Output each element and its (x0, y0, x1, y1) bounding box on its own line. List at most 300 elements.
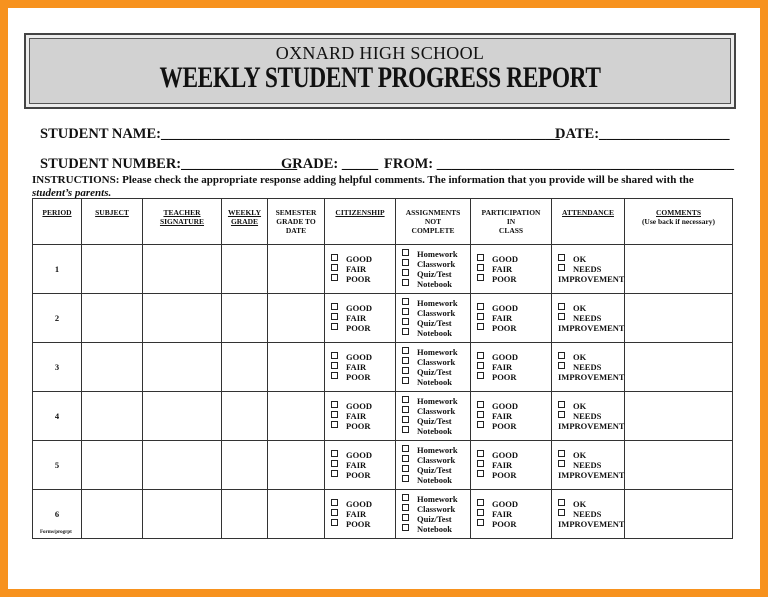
cell-assignments[interactable] (396, 392, 471, 441)
cell-attendance[interactable] (552, 441, 625, 490)
checkbox-icon[interactable] (402, 514, 409, 521)
checkbox-label: OK (573, 254, 587, 264)
checkbox-option[interactable] (402, 524, 470, 534)
checkbox-icon[interactable] (402, 406, 409, 413)
cell-comments[interactable] (625, 441, 733, 490)
progress-table (32, 198, 733, 539)
cell-assignments[interactable] (396, 294, 471, 343)
cell-subject[interactable] (82, 392, 143, 441)
checkbox-icon[interactable] (477, 411, 484, 418)
checkbox-label: POOR (492, 323, 517, 333)
cell-citizenship[interactable] (325, 392, 396, 441)
checkbox-label: Classwork (417, 357, 456, 367)
checkbox-option[interactable] (558, 362, 624, 372)
checkbox-option[interactable] (331, 264, 395, 274)
cell-semester-grade[interactable] (268, 392, 325, 441)
checkbox-option[interactable] (477, 254, 551, 264)
checkbox-option[interactable] (402, 357, 470, 367)
checkbox-icon[interactable] (402, 396, 409, 403)
column-header-line: SUBJECT (95, 208, 129, 217)
checkbox-label: NEEDS (573, 264, 602, 274)
cell-subject[interactable] (82, 343, 143, 392)
checkbox-icon[interactable] (558, 450, 565, 457)
column-header-semester-grade (268, 199, 325, 245)
checkbox-label: GOOD (346, 303, 372, 313)
checkbox-icon[interactable] (477, 362, 484, 369)
checkbox-icon[interactable] (331, 303, 338, 310)
cell-semester-grade[interactable] (268, 490, 325, 539)
checkbox-option[interactable] (331, 411, 395, 421)
checkbox-option[interactable] (331, 372, 395, 382)
cell-weekly-grade[interactable] (222, 343, 268, 392)
table-row (33, 392, 733, 441)
checkbox-option[interactable] (477, 372, 551, 382)
form-code: Forms/progrpt (40, 530, 72, 535)
checkbox-option[interactable] (402, 308, 470, 318)
cell-attendance[interactable] (552, 392, 625, 441)
participation-options (471, 499, 551, 529)
checkbox-option[interactable] (477, 264, 551, 274)
checkbox-icon[interactable] (331, 274, 338, 281)
checkbox-label: FAIR (492, 313, 513, 323)
checkbox-icon[interactable] (331, 421, 338, 428)
checkbox-icon[interactable] (477, 509, 484, 516)
checkbox-icon[interactable] (331, 352, 338, 359)
checkbox-option[interactable] (477, 411, 551, 421)
checkbox-icon[interactable] (477, 372, 484, 379)
checkbox-label: FAIR (492, 460, 513, 470)
checkbox-option[interactable] (402, 455, 470, 465)
checkbox-option[interactable] (477, 274, 551, 284)
checkbox-option[interactable] (477, 362, 551, 372)
checkbox-icon[interactable] (331, 313, 338, 320)
student-number-field[interactable]: STUDENT NUMBER:________________ (40, 156, 298, 172)
cell-citizenship[interactable] (325, 343, 396, 392)
assignment-options (396, 445, 470, 485)
checkbox-option[interactable] (331, 323, 395, 333)
table-header-row (33, 199, 733, 245)
column-header-line: (Use back if necessary) (641, 217, 716, 226)
date-field[interactable]: DATE:__________________ (555, 126, 730, 142)
cell-comments[interactable] (625, 245, 733, 294)
checkbox-label: POOR (492, 470, 517, 480)
checkbox-icon[interactable] (331, 470, 338, 477)
checkbox-option[interactable] (477, 313, 551, 323)
checkbox-label: GOOD (346, 450, 372, 460)
cell-teacher-signature[interactable] (143, 343, 222, 392)
checkbox-icon[interactable] (331, 460, 338, 467)
table-row (33, 294, 733, 343)
cell-teacher-signature[interactable] (143, 490, 222, 539)
cell-participation[interactable] (471, 245, 552, 294)
checkbox-option[interactable] (331, 519, 395, 529)
table-row (33, 245, 733, 294)
checkbox-label: Classwork (417, 455, 456, 465)
checkbox-icon[interactable] (402, 259, 409, 266)
checkbox-icon[interactable] (477, 274, 484, 281)
column-header-weekly-grade (222, 199, 268, 245)
checkbox-label: POOR (492, 519, 517, 529)
column-header-line: NOT (424, 217, 442, 226)
checkbox-icon[interactable] (402, 347, 409, 354)
cell-weekly-grade[interactable] (222, 490, 268, 539)
cell-attendance[interactable] (552, 490, 625, 539)
checkbox-option[interactable] (402, 406, 470, 416)
checkbox-option[interactable] (402, 514, 470, 524)
checkbox-option[interactable] (477, 450, 551, 460)
cell-weekly-grade[interactable] (222, 441, 268, 490)
cell-comments[interactable] (625, 294, 733, 343)
cell-comments[interactable] (625, 490, 733, 539)
checkbox-icon[interactable] (331, 519, 338, 526)
checkbox-icon[interactable] (402, 279, 409, 286)
cell-citizenship[interactable] (325, 441, 396, 490)
checkbox-option[interactable] (477, 460, 551, 470)
cell-participation[interactable] (471, 294, 552, 343)
checkbox-option[interactable] (477, 323, 551, 333)
report-title: WEEKLY STUDENT PROGRESS REPORT (159, 61, 601, 94)
checkbox-icon[interactable] (477, 303, 484, 310)
cell-assignments[interactable] (396, 343, 471, 392)
checkbox-icon[interactable] (558, 362, 565, 369)
instructions (32, 174, 732, 200)
cell-citizenship[interactable] (325, 294, 396, 343)
cell-comments[interactable] (625, 343, 733, 392)
column-header-line: SEMESTER (275, 208, 317, 217)
cell-subject[interactable] (82, 441, 143, 490)
cell-period: 1 (33, 245, 82, 294)
checkbox-icon[interactable] (402, 367, 409, 374)
cell-semester-grade[interactable] (268, 294, 325, 343)
checkbox-option[interactable] (402, 426, 470, 436)
checkbox-icon[interactable] (477, 450, 484, 457)
checkbox-option[interactable] (331, 274, 395, 284)
citizenship-options (325, 450, 395, 480)
cell-attendance[interactable] (552, 294, 625, 343)
checkbox-option[interactable] (402, 249, 470, 259)
cell-period: 2 (33, 294, 82, 343)
checkbox-icon[interactable] (402, 357, 409, 364)
checkbox-icon[interactable] (402, 269, 409, 276)
checkbox-option[interactable] (558, 411, 624, 421)
column-header-line: CITIZENSHIP (335, 208, 385, 217)
checkbox-label: POOR (346, 421, 371, 431)
cell-subject[interactable] (82, 490, 143, 539)
report-header-panel (29, 38, 731, 104)
checkbox-label: GOOD (492, 254, 518, 264)
checkbox-option[interactable] (331, 254, 395, 264)
checkbox-icon[interactable] (477, 460, 484, 467)
checkbox-label: GOOD (346, 499, 372, 509)
checkbox-option[interactable] (558, 254, 624, 264)
checkbox-icon[interactable] (402, 416, 409, 423)
checkbox-label: Classwork (417, 308, 456, 318)
checkbox-option[interactable] (331, 313, 395, 323)
checkbox-icon[interactable] (331, 254, 338, 261)
cell-semester-grade[interactable] (268, 245, 325, 294)
cell-participation[interactable] (471, 441, 552, 490)
grade-field[interactable]: GRADE: _____ (281, 156, 379, 172)
checkbox-option[interactable] (331, 362, 395, 372)
citizenship-options (325, 401, 395, 431)
cell-period: 6 (33, 490, 82, 539)
checkbox-icon[interactable] (331, 499, 338, 506)
cell-weekly-grade[interactable] (222, 392, 268, 441)
checkbox-label: FAIR (346, 313, 367, 323)
checkbox-icon[interactable] (331, 509, 338, 516)
checkbox-icon[interactable] (477, 323, 484, 330)
cell-subject[interactable] (82, 294, 143, 343)
attendance-improvement-label: IMPROVEMENT (558, 421, 625, 431)
attendance-options (552, 352, 624, 372)
attendance-options (552, 499, 624, 519)
participation-options (471, 303, 551, 333)
checkbox-option[interactable] (477, 470, 551, 480)
checkbox-icon[interactable] (402, 494, 409, 501)
checkbox-label: FAIR (346, 362, 367, 372)
checkbox-icon[interactable] (558, 254, 565, 261)
checkbox-icon[interactable] (402, 426, 409, 433)
checkbox-option[interactable] (402, 298, 470, 308)
participation-options (471, 401, 551, 431)
assignment-options (396, 298, 470, 338)
checkbox-option[interactable] (402, 504, 470, 514)
cell-semester-grade[interactable] (268, 343, 325, 392)
cell-participation[interactable] (471, 343, 552, 392)
instructions-italic: student’s parents. (32, 187, 112, 199)
checkbox-option[interactable] (331, 470, 395, 480)
checkbox-option[interactable] (402, 494, 470, 504)
checkbox-label: GOOD (492, 499, 518, 509)
checkbox-label: NEEDS (573, 362, 602, 372)
checkbox-label: Notebook (417, 524, 452, 534)
checkbox-icon[interactable] (558, 460, 565, 467)
assignment-options (396, 396, 470, 436)
checkbox-option[interactable] (402, 465, 470, 475)
attendance-options (552, 450, 624, 470)
checkbox-option[interactable] (402, 269, 470, 279)
column-header-subject (82, 199, 143, 245)
checkbox-option[interactable] (331, 421, 395, 431)
checkbox-label: NEEDS (573, 313, 602, 323)
checkbox-option[interactable] (477, 421, 551, 431)
checkbox-option[interactable] (402, 279, 470, 289)
checkbox-label: POOR (346, 274, 371, 284)
checkbox-label: GOOD (492, 450, 518, 460)
checkbox-option[interactable] (477, 499, 551, 509)
checkbox-option[interactable] (558, 264, 624, 274)
checkbox-option[interactable] (558, 313, 624, 323)
checkbox-label: Notebook (417, 377, 452, 387)
checkbox-label: GOOD (492, 303, 518, 313)
cell-attendance[interactable] (552, 245, 625, 294)
checkbox-label: Notebook (417, 426, 452, 436)
checkbox-option[interactable] (331, 499, 395, 509)
cell-assignments[interactable] (396, 245, 471, 294)
checkbox-icon[interactable] (402, 524, 409, 531)
cell-teacher-signature[interactable] (143, 294, 222, 343)
checkbox-label: Notebook (417, 328, 452, 338)
column-header-line: PARTICIPATION (481, 208, 541, 217)
checkbox-label: POOR (346, 519, 371, 529)
checkbox-icon[interactable] (331, 372, 338, 379)
cell-weekly-grade[interactable] (222, 245, 268, 294)
checkbox-option[interactable] (402, 377, 470, 387)
checkbox-label: GOOD (346, 352, 372, 362)
checkbox-option[interactable] (402, 445, 470, 455)
checkbox-label: GOOD (346, 254, 372, 264)
checkbox-icon[interactable] (402, 318, 409, 325)
checkbox-icon[interactable] (331, 362, 338, 369)
checkbox-label: NEEDS (573, 460, 602, 470)
checkbox-label: NEEDS (573, 411, 602, 421)
cell-subject[interactable] (82, 245, 143, 294)
cell-teacher-signature[interactable] (143, 392, 222, 441)
checkbox-icon[interactable] (402, 475, 409, 482)
cell-attendance[interactable] (552, 343, 625, 392)
column-header-comments (625, 199, 733, 245)
checkbox-icon[interactable] (477, 421, 484, 428)
checkbox-option[interactable] (477, 303, 551, 313)
checkbox-option[interactable] (477, 519, 551, 529)
checkbox-label: NEEDS (573, 509, 602, 519)
checkbox-option[interactable] (477, 509, 551, 519)
column-header-line: CLASS (498, 226, 524, 235)
checkbox-icon[interactable] (402, 377, 409, 384)
checkbox-label: FAIR (346, 264, 367, 274)
cell-teacher-signature[interactable] (143, 441, 222, 490)
cell-assignments[interactable] (396, 490, 471, 539)
citizenship-options (325, 499, 395, 529)
citizenship-options (325, 352, 395, 382)
checkbox-option[interactable] (402, 416, 470, 426)
from-field[interactable]: FROM: _________________________________________ (384, 156, 734, 172)
attendance-options (552, 303, 624, 323)
checkbox-icon[interactable] (331, 401, 338, 408)
cell-citizenship[interactable] (325, 490, 396, 539)
checkbox-label: Homework (417, 494, 458, 504)
cell-teacher-signature[interactable] (143, 245, 222, 294)
instructions-text: INSTRUCTIONS: Please check the appropriate response adding helpful comments. The information that you provide will be shared with the (32, 174, 694, 186)
assignment-options (396, 249, 470, 289)
checkbox-icon[interactable] (477, 352, 484, 359)
checkbox-label: GOOD (492, 352, 518, 362)
checkbox-option[interactable] (331, 460, 395, 470)
checkbox-option[interactable] (558, 450, 624, 460)
checkbox-option[interactable] (477, 401, 551, 411)
cell-participation[interactable] (471, 392, 552, 441)
checkbox-icon[interactable] (477, 470, 484, 477)
checkbox-label: FAIR (492, 509, 513, 519)
column-header-line: DATE (285, 226, 307, 235)
checkbox-option[interactable] (402, 259, 470, 269)
checkbox-option[interactable] (558, 401, 624, 411)
checkbox-label: POOR (492, 372, 517, 382)
checkbox-icon[interactable] (477, 499, 484, 506)
checkbox-icon[interactable] (402, 465, 409, 472)
checkbox-icon[interactable] (331, 264, 338, 271)
checkbox-option[interactable] (402, 328, 470, 338)
checkbox-label: FAIR (492, 264, 513, 274)
checkbox-icon[interactable] (331, 411, 338, 418)
checkbox-icon[interactable] (477, 401, 484, 408)
checkbox-icon[interactable] (477, 254, 484, 261)
checkbox-icon[interactable] (402, 455, 409, 462)
column-header-teacher-signature (143, 199, 222, 245)
column-header-line: TEACHER (163, 208, 201, 217)
column-header-attendance (552, 199, 625, 245)
checkbox-icon[interactable] (331, 323, 338, 330)
checkbox-icon[interactable] (402, 298, 409, 305)
table-row (33, 490, 733, 539)
cell-participation[interactable] (471, 490, 552, 539)
checkbox-icon[interactable] (402, 328, 409, 335)
checkbox-label: POOR (346, 372, 371, 382)
checkbox-option[interactable] (558, 509, 624, 519)
cell-period: 5 (33, 441, 82, 490)
checkbox-option[interactable] (331, 352, 395, 362)
cell-citizenship[interactable] (325, 245, 396, 294)
checkbox-option[interactable] (558, 303, 624, 313)
checkbox-option[interactable] (331, 509, 395, 519)
student-name-field[interactable]: STUDENT NAME:_______________________________________________________ (40, 126, 560, 142)
checkbox-option[interactable] (402, 475, 470, 485)
checkbox-icon[interactable] (402, 249, 409, 256)
column-header-line: IN (506, 217, 516, 226)
checkbox-icon[interactable] (558, 411, 565, 418)
checkbox-icon[interactable] (558, 352, 565, 359)
checkbox-option[interactable] (402, 347, 470, 357)
cell-weekly-grade[interactable] (222, 294, 268, 343)
checkbox-option[interactable] (331, 303, 395, 313)
checkbox-option[interactable] (331, 401, 395, 411)
checkbox-label: Quiz/Test (417, 269, 452, 279)
checkbox-option[interactable] (402, 318, 470, 328)
checkbox-option[interactable] (558, 499, 624, 509)
checkbox-label: Homework (417, 396, 458, 406)
checkbox-option[interactable] (558, 352, 624, 362)
report-header (24, 33, 736, 109)
checkbox-option[interactable] (402, 396, 470, 406)
column-header-line: SIGNATURE (159, 217, 205, 226)
checkbox-label: OK (573, 352, 587, 362)
checkbox-icon[interactable] (558, 303, 565, 310)
cell-comments[interactable] (625, 392, 733, 441)
checkbox-icon[interactable] (477, 264, 484, 271)
checkbox-icon[interactable] (558, 401, 565, 408)
assignment-options (396, 347, 470, 387)
checkbox-icon[interactable] (558, 313, 565, 320)
checkbox-label: GOOD (492, 401, 518, 411)
cell-assignments[interactable] (396, 441, 471, 490)
checkbox-option[interactable] (402, 367, 470, 377)
checkbox-option[interactable] (331, 450, 395, 460)
checkbox-icon[interactable] (402, 308, 409, 315)
checkbox-icon[interactable] (558, 264, 565, 271)
participation-options (471, 450, 551, 480)
checkbox-icon[interactable] (331, 450, 338, 457)
checkbox-icon[interactable] (477, 519, 484, 526)
checkbox-label: OK (573, 401, 587, 411)
checkbox-icon[interactable] (558, 499, 565, 506)
checkbox-option[interactable] (477, 352, 551, 362)
checkbox-option[interactable] (558, 460, 624, 470)
checkbox-icon[interactable] (477, 313, 484, 320)
cell-semester-grade[interactable] (268, 441, 325, 490)
checkbox-icon[interactable] (402, 445, 409, 452)
checkbox-icon[interactable] (558, 509, 565, 516)
checkbox-icon[interactable] (402, 504, 409, 511)
